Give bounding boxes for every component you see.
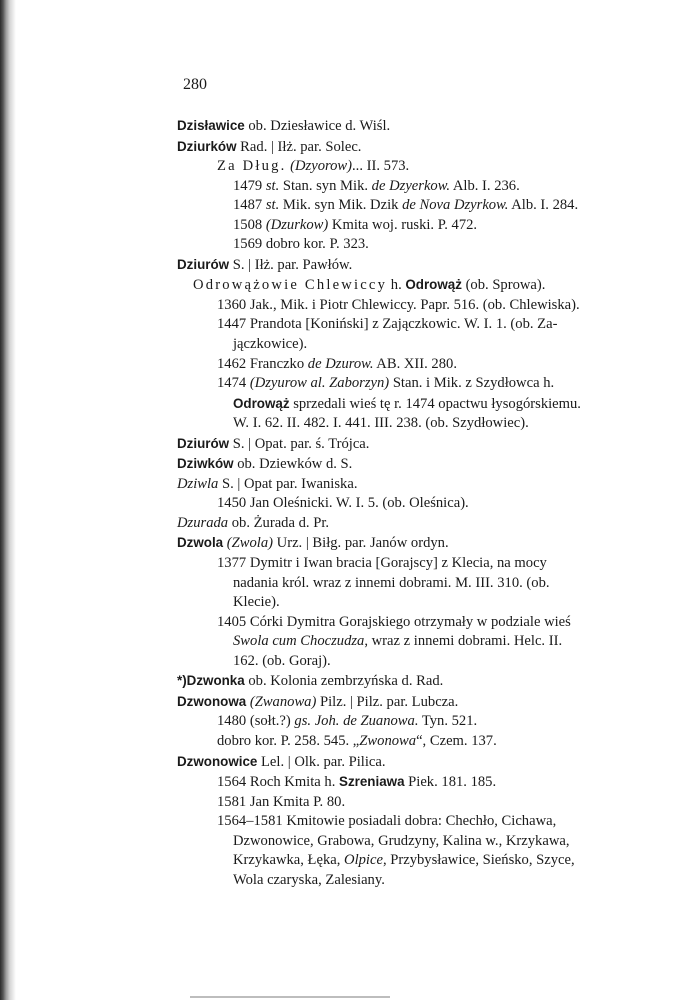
text-segment: ob. Żurada d. Pr. bbox=[228, 514, 330, 531]
text-segment: Alb. I. 236. bbox=[450, 177, 520, 194]
text-line bbox=[177, 335, 642, 355]
text-segment: W. I. 62. II. 482. I. 441. III. 238. (ob. Szydłowiec). bbox=[233, 415, 529, 432]
text-segment: 1447 Prandota [Koniński] z Zajączkowic. W. I. 1. (ob. Za- bbox=[217, 316, 558, 333]
text-line bbox=[177, 454, 642, 475]
italic-text: de Dzurow. bbox=[307, 355, 374, 372]
text-segment: 1479 bbox=[233, 177, 266, 194]
text-line bbox=[177, 514, 642, 534]
text-line bbox=[177, 494, 642, 514]
spaced-text: Za Dług. bbox=[217, 158, 287, 175]
text-segment: Tyn. 521. bbox=[418, 713, 478, 730]
text-line bbox=[177, 712, 642, 732]
entry-headword: Dziwków bbox=[177, 456, 234, 472]
text-segment: , wraz z innemi dobrami. Helc. II. bbox=[364, 633, 563, 650]
text-segment: 1508 bbox=[233, 216, 266, 233]
text-segment: ... II. 573. bbox=[352, 158, 410, 175]
text-line bbox=[177, 296, 642, 316]
text-line bbox=[177, 177, 642, 197]
text-segment: , Przybysławice, Sieńsko, Szyce, bbox=[382, 852, 575, 869]
italic-text: (Zwanowa) bbox=[249, 693, 317, 710]
entry-headword: *)Dzwonka bbox=[177, 673, 245, 689]
text-segment: 162. (ob. Goraj). bbox=[233, 652, 331, 669]
italic-text: (Dzurkow) bbox=[265, 216, 329, 233]
text-line bbox=[177, 732, 642, 752]
text-segment: jączkowice). bbox=[233, 336, 308, 353]
italic-text: Zwonowa bbox=[359, 732, 417, 749]
text-line bbox=[177, 137, 642, 158]
italic-text: (Zwola) bbox=[226, 535, 274, 552]
italic-text: de Dzyerkow. bbox=[371, 177, 451, 194]
entry-headword: Szreniawa bbox=[339, 774, 405, 790]
book-spine-shadow bbox=[0, 0, 16, 1000]
text-line bbox=[177, 812, 642, 832]
bottom-rule bbox=[190, 996, 390, 998]
italic-text: de Nova Dzyrkow. bbox=[402, 197, 509, 214]
italic-text: st. bbox=[265, 197, 280, 214]
italic-text: (Dzyorow) bbox=[290, 158, 353, 175]
text-segment: Mik. syn Mik. Dzik bbox=[279, 197, 403, 214]
text-line bbox=[177, 355, 642, 375]
text-line bbox=[177, 554, 642, 574]
text-segment: Kmita woj. ruski. P. 472. bbox=[328, 216, 478, 233]
spaced-text: Odrowążowie Chlewiccy bbox=[193, 277, 388, 294]
text-segment: Pilz. | Pilz. par. Lubcza. bbox=[316, 693, 459, 710]
italic-text: Olpice bbox=[344, 852, 383, 869]
entry-headword: Dziurów bbox=[177, 435, 230, 451]
text-line bbox=[177, 374, 642, 394]
text-line bbox=[177, 157, 642, 177]
text-segment: “, Czem. 137. bbox=[416, 732, 497, 749]
text-line bbox=[177, 851, 642, 871]
gazetteer-entries bbox=[177, 116, 642, 890]
text-segment: h. bbox=[387, 277, 406, 294]
text-segment: 1480 (sołt.?) bbox=[217, 713, 295, 730]
text-line bbox=[177, 216, 642, 236]
text-segment: 1474 bbox=[217, 375, 250, 392]
entry-headword: Dzisławice bbox=[177, 118, 245, 133]
text-line bbox=[177, 772, 642, 793]
text-segment: Lel. | Olk. par. Pilica. bbox=[257, 753, 386, 770]
text-segment: Rad. | Iłż. par. Solec. bbox=[236, 138, 362, 155]
text-segment: nadania król. wraz z innemi dobrami. M. III. 310. (ob. bbox=[233, 574, 550, 591]
text-line bbox=[177, 692, 642, 713]
text-segment: dobro kor. P. 258. 545. „ bbox=[217, 732, 360, 749]
text-segment: ob. Kolonia zembrzyńska d. Rad. bbox=[244, 673, 444, 690]
text-segment: Piek. 181. 185. bbox=[404, 774, 497, 791]
italic-text: Dziwla bbox=[177, 475, 219, 492]
text-segment: Alb. I. 284. bbox=[508, 197, 579, 214]
text-line bbox=[177, 394, 642, 415]
text-segment: Stan. i Mik. z Szydłowca h. bbox=[389, 375, 555, 392]
entry-headword: Dziurów bbox=[177, 256, 230, 272]
text-line bbox=[177, 871, 642, 891]
text-line bbox=[177, 752, 642, 773]
text-line bbox=[177, 255, 642, 276]
text-line bbox=[177, 434, 642, 455]
text-segment: 1450 Jan Oleśnicki. W. I. 5. (ob. Oleśnica). bbox=[217, 495, 469, 512]
page-number: 280 bbox=[183, 76, 207, 93]
text-line bbox=[177, 652, 642, 672]
text-segment: AB. XII. 280. bbox=[373, 355, 457, 372]
text-line bbox=[177, 533, 642, 554]
text-segment: Urz. | Biłg. par. Janów ordyn. bbox=[273, 535, 449, 552]
text-segment: ob. Dziesławice d. Wiśl. bbox=[244, 118, 391, 134]
text-segment: 1564 Roch Kmita h. bbox=[217, 774, 340, 791]
italic-text: (Dzyurow al. Zaborzyn) bbox=[249, 375, 390, 392]
text-line bbox=[177, 593, 642, 613]
text-line bbox=[177, 235, 642, 255]
text-line bbox=[177, 475, 642, 495]
text-segment: Dzwonowice, Grabowa, Grudzyny, Kalina w., Krzykawa, bbox=[233, 832, 570, 849]
text-segment: Wola czaryska, Zalesiany. bbox=[233, 871, 385, 888]
italic-text: Dzurada bbox=[177, 514, 229, 531]
entry-headword: Odrowąż bbox=[405, 277, 462, 293]
text-line bbox=[177, 275, 642, 296]
text-segment: sprzedali wieś tę r. 1474 opactwu łysogórskiemu. bbox=[289, 395, 581, 412]
text-line bbox=[177, 613, 642, 633]
text-line bbox=[177, 574, 642, 594]
text-segment: Klecie). bbox=[233, 594, 280, 611]
entry-headword: Odrowąż bbox=[233, 395, 290, 411]
italic-text: Swola cum Choczudza bbox=[233, 633, 365, 650]
text-line bbox=[177, 315, 642, 335]
text-segment: ob. Dziewków d. S. bbox=[233, 456, 353, 473]
text-line bbox=[177, 793, 642, 813]
text-segment: (ob. Sprowa). bbox=[461, 277, 546, 294]
text-segment: 1462 Franczko bbox=[217, 355, 308, 372]
text-segment: 1581 Jan Kmita P. 80. bbox=[217, 793, 346, 810]
text-segment: Stan. syn Mik. bbox=[279, 177, 372, 194]
text-line bbox=[177, 414, 642, 434]
entry-headword: Dzwonowa bbox=[177, 693, 247, 709]
entry-headword: Dziurków bbox=[177, 138, 237, 154]
text-segment: 1405 Córki Dymitra Gorajskiego otrzymały w podziale wieś bbox=[217, 613, 571, 630]
text-segment: 1377 Dymitr i Iwan bracia [Gorajscy] z Klecia, na mocy bbox=[217, 555, 547, 572]
entry-headword: Dzwonowice bbox=[177, 753, 258, 769]
text-line bbox=[177, 632, 642, 652]
text-segment: S. | Iłż. par. Pawłów. bbox=[229, 256, 353, 273]
text-segment: 1360 Jak., Mik. i Piotr Chlewiccy. Papr. 516. (ob. Chlewiska). bbox=[217, 296, 580, 313]
text-segment: 1487 bbox=[233, 197, 266, 214]
text-segment: Krzykawka, Łęka, bbox=[233, 852, 345, 869]
text-segment: S. | Opat. par. ś. Trójca. bbox=[229, 435, 370, 452]
entry-headword: Dzwola bbox=[177, 535, 224, 551]
text-segment: S. | Opat par. Iwaniska. bbox=[218, 475, 358, 492]
italic-text: st. bbox=[265, 177, 280, 194]
text-line bbox=[177, 116, 642, 137]
italic-text: gs. Joh. de Zuanowa. bbox=[294, 713, 419, 730]
text-line bbox=[177, 832, 642, 852]
text-segment: 1564–1581 Kmitowie posiadali dobra: Chechło, Cichawa, bbox=[217, 813, 557, 830]
text-line bbox=[177, 671, 642, 692]
text-segment: 1569 dobro kor. P. 323. bbox=[233, 236, 369, 253]
text-line bbox=[177, 196, 642, 216]
